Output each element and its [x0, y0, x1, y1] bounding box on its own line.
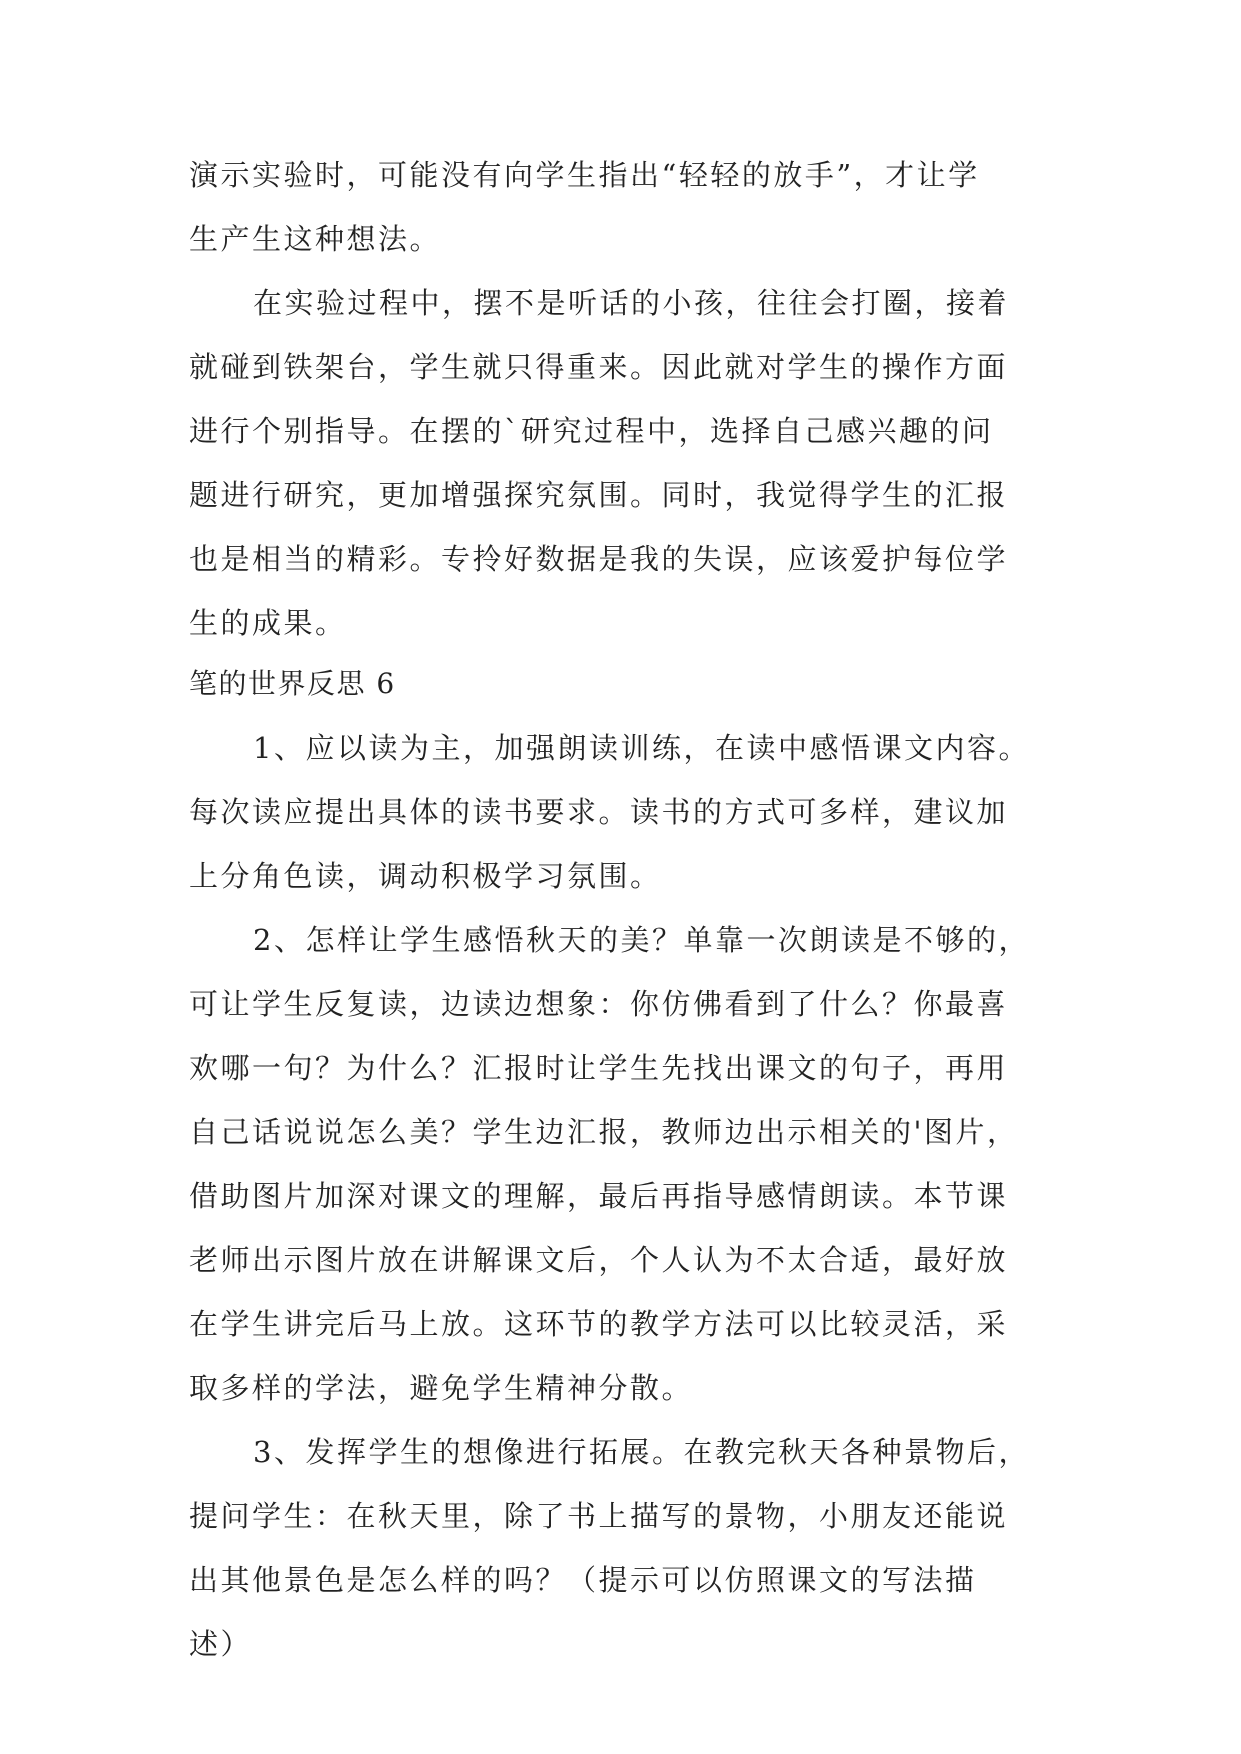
text-line: 可让学生反复读，边读边想象：你仿佛看到了什么？你最喜	[189, 987, 1009, 1021]
text-line: 欢哪一句？为什么？汇报时让学生先找出课文的句子，再用	[189, 1051, 1009, 1085]
section-heading: 笔的世界反思 6	[189, 667, 396, 700]
text-line: 自己话说说怎么美？学生边汇报，教师边出示相关的'图片，	[189, 1115, 1019, 1149]
text-line: 生的成果。	[189, 606, 347, 640]
paragraph-start: 2、怎样让学生感悟秋天的美？单靠一次朗读是不够的，	[253, 923, 1030, 957]
text-line: 取多样的学法，避免学生精神分散。	[189, 1371, 694, 1405]
text-line: 出其他景色是怎么样的吗？（提示可以仿照课文的写法描	[189, 1563, 977, 1597]
paragraph-start: 1、应以读为主，加强朗读训练，在读中感悟课文内容。	[253, 731, 1030, 765]
text-line: 上分角色读，调动积极学习氛围。	[189, 859, 662, 893]
text-line: 提问学生：在秋天里，除了书上描写的景物，小朋友还能说	[189, 1499, 1009, 1533]
text-line: 进行个别指导。在摆的`研究过程中，选择自己感兴趣的问	[189, 414, 994, 448]
text-line: 生产生这种想法。	[189, 222, 442, 256]
text-line: 借助图片加深对课文的理解，最后再指导感情朗读。本节课	[189, 1179, 1009, 1213]
text-line: 就碰到铁架台，学生就只得重来。因此就对学生的操作方面	[189, 350, 1009, 384]
text-line: 每次读应提出具体的读书要求。读书的方式可多样，建议加	[189, 795, 1009, 829]
text-line: 老师出示图片放在讲解课文后，个人认为不太合适，最好放	[189, 1243, 1009, 1277]
text-line: 题进行研究，更加增强探究氛围。同时，我觉得学生的汇报	[189, 478, 1009, 512]
paragraph-start: 3、发挥学生的想像进行拓展。在教完秋天各种景物后，	[253, 1435, 1030, 1469]
text-line: 演示实验时，可能没有向学生指出“轻轻的放手”，才让学	[189, 158, 980, 192]
text-line: 在学生讲完后马上放。这环节的教学方法可以比较灵活，采	[189, 1307, 1009, 1341]
text-line: 述）	[189, 1627, 253, 1661]
paragraph-start: 在实验过程中，摆不是听话的小孩，往往会打圈，接着	[253, 286, 1010, 320]
text-line: 也是相当的精彩。专拎好数据是我的失误，应该爱护每位学	[189, 542, 1009, 576]
